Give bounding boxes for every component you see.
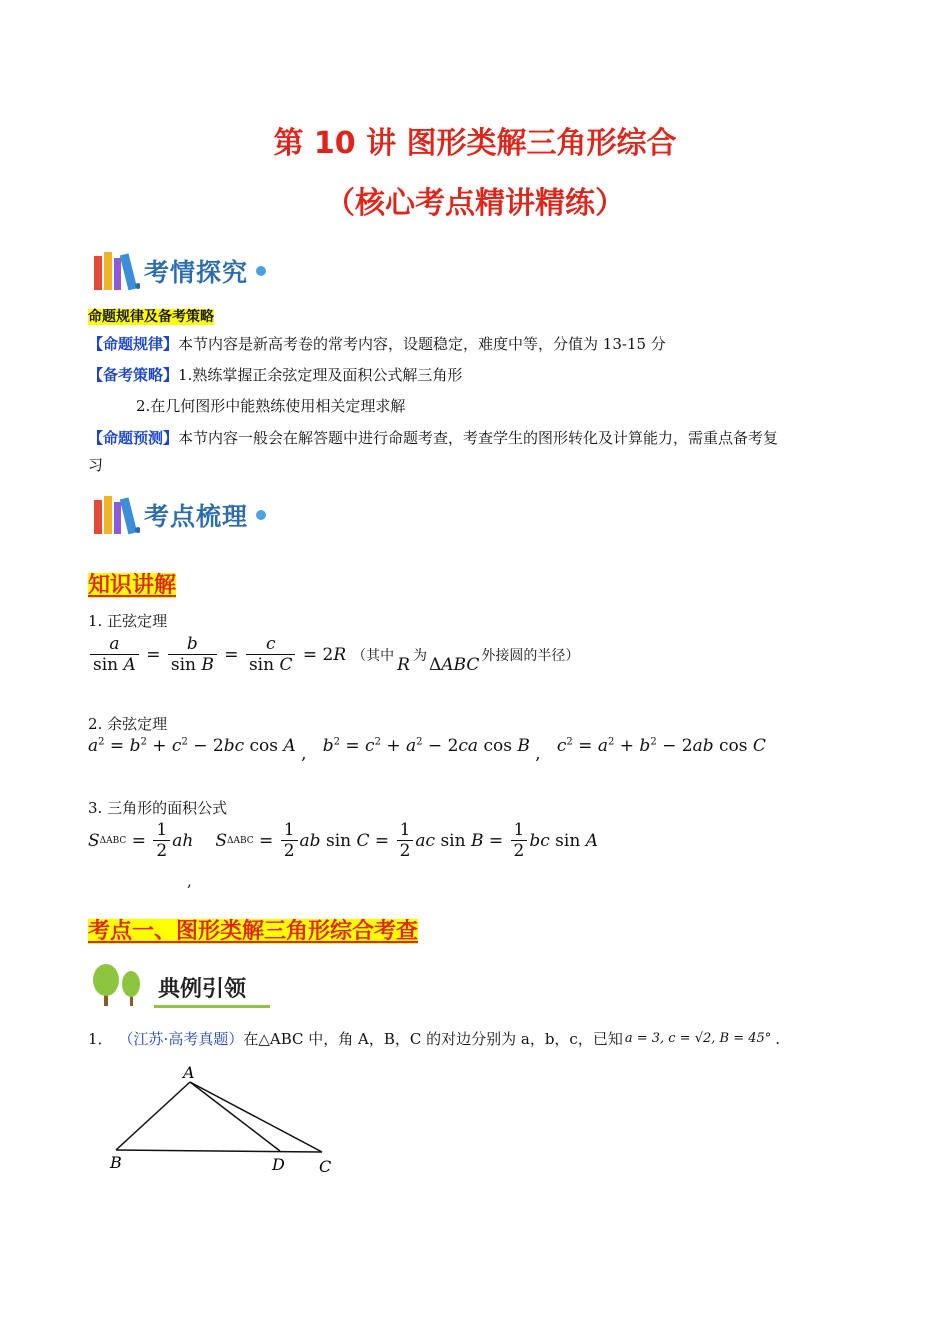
vertex-label-a: A [183, 1063, 195, 1082]
highlight-strategy: 命题规律及备考策略 [88, 309, 214, 325]
banner-label: 考情探究 [144, 258, 249, 287]
dot-icon [256, 266, 266, 276]
rule-line: 【命题规律】本节内容是新高考卷的常考内容，设题稳定，难度中等，分值为 13-15 分 [88, 335, 666, 353]
item-sine-law: 1. 正弦定理 [88, 612, 168, 630]
triangle-figure [100, 1058, 360, 1184]
problem-1: 1． （江苏·高考真题） 在△ABC 中，角 A，B，C 的对边分别为 a，b，c，已知 a = 3, c = √2, B = 45° . [88, 1030, 781, 1048]
item-area-formula: 3. 三角形的面积公式 [88, 799, 228, 817]
vertex-label-b: B [110, 1153, 122, 1172]
books-icon [92, 250, 140, 292]
strategy-line-2: 2.在几何图形中能熟练使用相关定理求解 [136, 397, 406, 415]
banner-kaodian [92, 494, 266, 536]
trees-icon [90, 962, 150, 1008]
page-subtitle: （核心考点精讲精练） [325, 186, 625, 221]
banner-label: 考点梳理 [144, 502, 249, 531]
problem-condition: a = 3, c = √2, B = 45° [624, 1031, 772, 1046]
banner-dianli [90, 962, 270, 1008]
comma-mark: , [187, 872, 192, 890]
page-title: 第 10 讲 图形类解三角形综合 [273, 126, 677, 161]
banner-label: 典例引领 [154, 972, 270, 1008]
problem-source: （江苏·高考真题） [118, 1030, 244, 1048]
dot-icon [256, 510, 266, 520]
cosine-law-formula: $a^2 = b^2 + c^2 - 2bc$ cos A , $b^2 = c^2 + a^2 - 2ca$ cos B , $c^2 = a^2 + b^2 - 2ab$ cos C [88, 736, 766, 764]
kaodian-heading: 考点一、图形类解三角形综合考查 [88, 919, 419, 944]
forecast-line-2: 习 [88, 456, 104, 474]
books-icon [92, 494, 140, 536]
knowledge-heading: 知识讲解 [88, 573, 177, 598]
banner-kaoqing [92, 250, 266, 292]
vertex-label-c: C [319, 1157, 332, 1176]
area-formula: S ΔABC = $\frac{1}{2}$ ah S ΔABC = $\frac{1}{2}$ ab sin C = $\frac{1}{2}$ ac sin B = $\frac{1}{2}$ bc sin A [88, 820, 598, 861]
vertex-label-d: D [272, 1155, 285, 1174]
sine-law-formula: $\frac{a}{\text{sin A}}$ = $\frac{b}{\text{sin B}}$ = $\frac{c}{\text{sin C}}$ = 2R （其中 R 为 ΔABC 外接圆的半径） [88, 634, 579, 675]
strategy-line: 【备考策略】1.熟练掌握正余弦定理及面积公式解三角形 [88, 366, 463, 384]
item-cosine-law: 2. 余弦定理 [88, 715, 168, 733]
forecast-line: 【命题预测】本节内容一般会在解答题中进行命题考查，考查学生的图形转化及计算能力，需重点备考复 [88, 429, 779, 447]
